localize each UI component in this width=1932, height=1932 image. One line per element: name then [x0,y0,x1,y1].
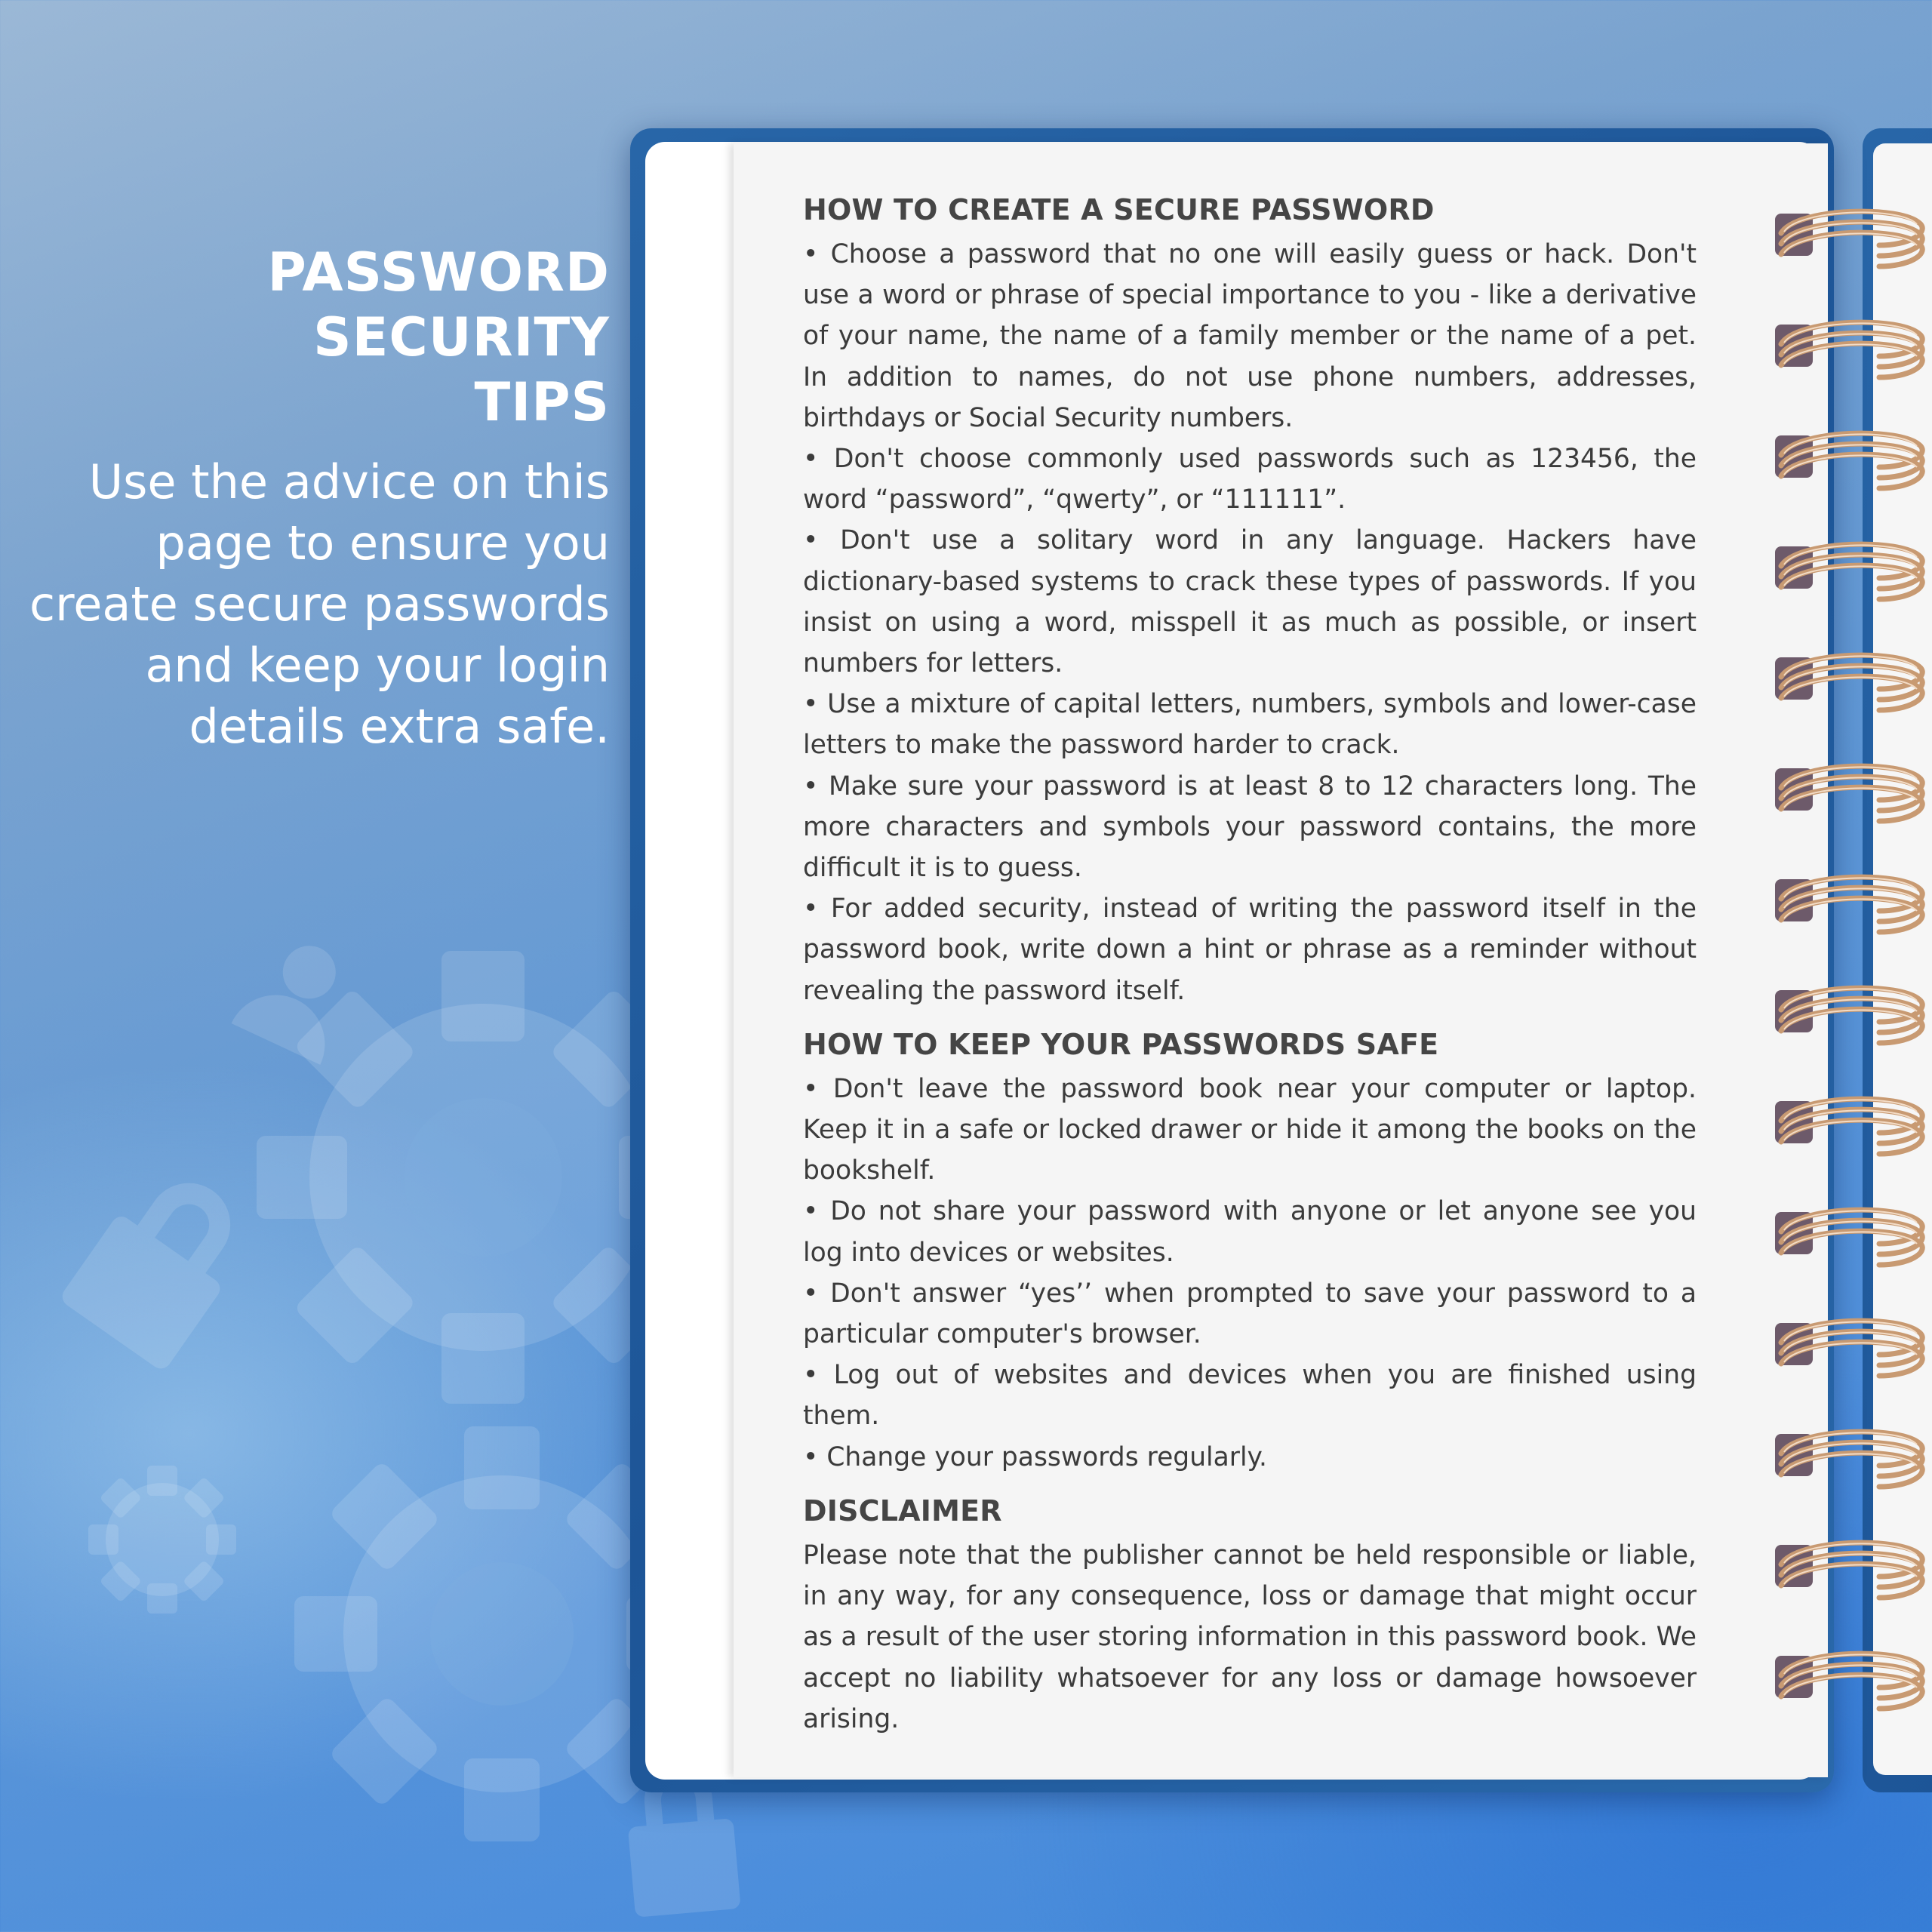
tip-paragraph: • Don't choose commonly used passwords such as 123456, the word “password”, “qwerty”, or “111111”. [803,444,1697,515]
binding-ring [1775,1321,1922,1376]
binding-ring [1775,655,1922,710]
headline-line: SECURITY [313,306,610,368]
section-disclaimer [803,1490,1697,1740]
page-content [803,189,1697,1752]
tip-paragraph: • Log out of websites and devices when you are finished using them. [803,1360,1697,1432]
binding-ring [1775,766,1922,821]
binding-ring [1775,1543,1922,1598]
tip-paragraph: • Choose a password that no one will easily guess or hack. Don't use a word or phrase of special importance to you - like a derivative of your name, the name of a family member or the name of a pet. In addition to names, do not use phone numbers, addresses, birthdays or Social Security numbers. [803,239,1697,433]
binding-ring [1775,1210,1922,1265]
gear-icon [57,1435,266,1644]
padlock-icon [58,1154,265,1373]
section-title: HOW TO KEEP YOUR PASSWORDS SAFE [803,1027,1439,1061]
binding-ring [1775,1654,1922,1709]
section-title: HOW TO CREATE A SECURE PASSWORD [803,193,1435,226]
tip-paragraph: • Change your passwords regularly. [803,1441,1268,1472]
section-title: DISCLAIMER [803,1494,1002,1527]
section-create-password [803,189,1697,1011]
binding-ring [1775,211,1922,266]
tip-paragraph: • For added security, instead of writing the password itself in the password book, write down a hint or phrase as a reminder without revealing the password itself. [803,894,1697,1006]
section-keep-safe [803,1023,1697,1478]
binding-ring [1775,544,1922,599]
tip-paragraph: • Don't leave the password book near your computer or laptop. Keep it in a safe or locked drawer or hide it among the books on the bookshelf. [803,1073,1697,1186]
spiral-binding [1766,181,1932,1728]
tip-paragraph: • Make sure your password is at least 8 to 12 characters long. The more characters and symbols your password contains, the more difficult it is to guess. [803,771,1697,884]
intro-text: Use the advice on this page to ensure you create secure passwords and keep your login details extra safe. [29,454,610,754]
tip-paragraph: • Don't use a solitary word in any language. Hackers have dictionary-based systems to crack these types of passwords. If you insist on using a word, misspell it as much as possible, or insert numbers for letters. [803,525,1697,679]
headline-line: TIPS [474,371,610,433]
headline-line: PASSWORD [267,242,610,303]
binding-ring [1775,988,1922,1043]
tip-paragraph: • Do not share your password with anyone or let anyone see you log into devices or websites. [803,1196,1697,1268]
tip-paragraph: • Don't answer “yes’’ when prompted to save your password to a particular computer's browser. [803,1278,1697,1350]
binding-ring [1775,1099,1922,1154]
binding-ring [1775,1432,1922,1487]
binding-ring [1775,433,1922,488]
binding-ring [1775,322,1922,377]
headline [36,240,610,435]
tip-paragraph: • Use a mixture of capital letters, numbers, symbols and lower-case letters to make the password harder to crack. [803,689,1697,761]
disclaimer-paragraph: Please note that the publisher cannot be held responsible or liable, in any way, for any consequence, loss or damage that might occur as a result of the user storing information in this password book. We accept no liability whatsoever for any loss or damage howsoever arising. [803,1540,1697,1734]
binding-ring [1775,877,1922,932]
